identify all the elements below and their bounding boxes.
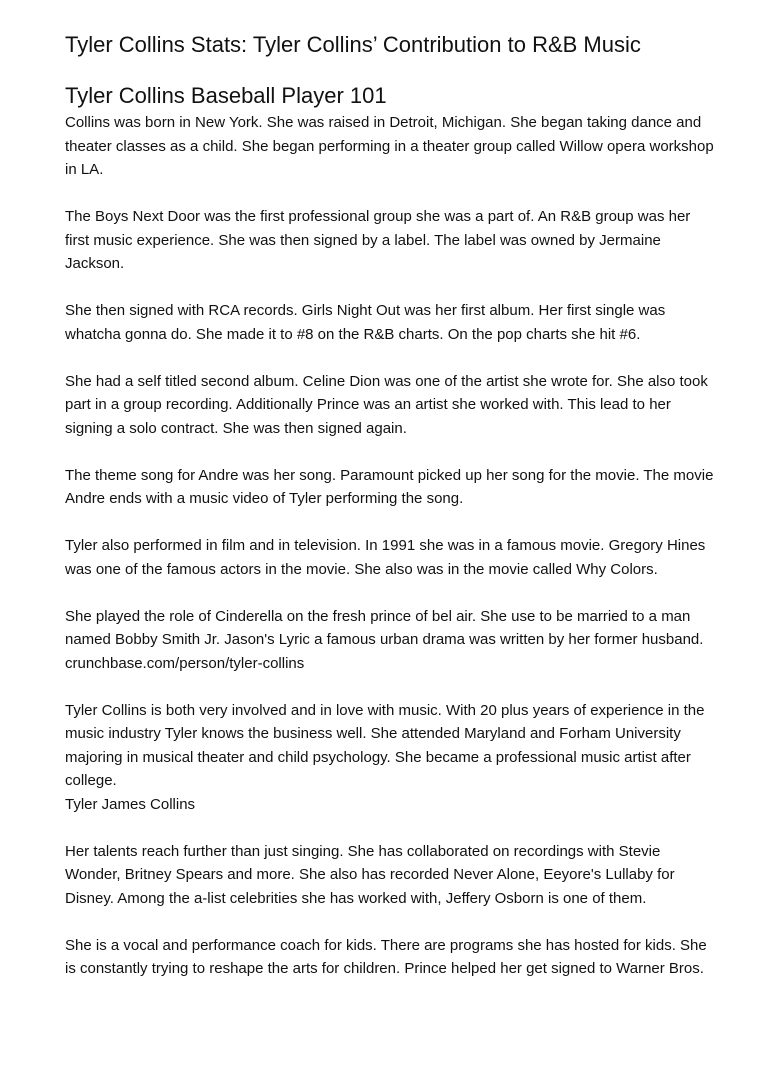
paragraph-andre-theme [65, 464, 715, 511]
paragraph-text: The Boys Next Door was the first professional group she was a part of. An R&B group was her first music experience. She was then signed by a label. The label was owned by Jermaine Jackson. [65, 208, 691, 272]
document-page [65, 30, 715, 981]
paragraph-text: Tyler also performed in film and in television. In 1991 she was in a famous movie. Gregory Hines was one of the famous actors in the movie. She also was in the movie called Why Colors. [65, 537, 706, 578]
paragraph-text: She had a self titled second album. Celine Dion was one of the artist she wrote for. She also took part in a group recording. Additionally Prince was an artist she worked with. This lead to her signing a solo contract. She was then signed again. [65, 372, 708, 437]
paragraph-text: Collins was born in New York. She was raised in Detroit, Michigan. She began taking dance and theater classes as a child. She began performing in a theater group called Willow opera workshop in LA. [65, 114, 714, 178]
paragraph-first-group [65, 205, 715, 276]
paragraph-collaborations [65, 840, 715, 911]
source-url-text: crunchbase.com/person/tyler-collins [65, 654, 305, 672]
paragraph-early-life [65, 111, 715, 182]
paragraph-fresh-prince [65, 605, 715, 676]
paragraph-film-television [65, 534, 715, 581]
paragraph-second-album [65, 370, 715, 441]
paragraph-text: Her talents reach further than just singing. She has collaborated on recordings with Stevie Wonder, Britney Spears and more. She also has recorded Never Alone, Eeyore's Lullaby for Disney. Among the a-list celebrities she has worked with, Jeffery Osborn is one of them. [65, 842, 675, 907]
name-line-text: Tyler James Collins [65, 795, 196, 813]
paragraph-vocal-coach [65, 934, 715, 981]
paragraph-text: Tyler Collins is both very involved and in love with music. With 20 plus years of experience in the music industry Tyler knows the business well. She attended Maryland and Forham University majoring in musical theater and child psychology. She became a professional music artist after college. [65, 701, 705, 789]
document-subtitle: Tyler Collins Baseball Player 101 [65, 83, 387, 108]
paragraph-rca-records [65, 299, 715, 346]
paragraph-text: She then signed with RCA records. Girls Night Out was her first album. Her first single was whatcha gonna do. She made it to #8 on the R&B charts. On the pop charts she hit #6. [65, 302, 666, 343]
paragraph-music-industry [65, 699, 715, 817]
paragraph-text: The theme song for Andre was her song. Paramount picked up her song for the movie. The movie Andre ends with a music video of Tyler performing the song. [65, 466, 714, 507]
paragraph-text: She played the role of Cinderella on the fresh prince of bel air. She use to be married to a man named Bobby Smith Jr. Jason's Lyric a famous urban drama was written by her former husband. [65, 607, 704, 648]
paragraph-text: She is a vocal and performance coach for kids. There are programs she has hosted for kids. She is constantly trying to reshape the arts for children. Prince helped her get signed to Warner Bros. [65, 936, 707, 977]
document-title: Tyler Collins Stats: Tyler Collins’ Contribution to R&B Music [65, 32, 641, 57]
